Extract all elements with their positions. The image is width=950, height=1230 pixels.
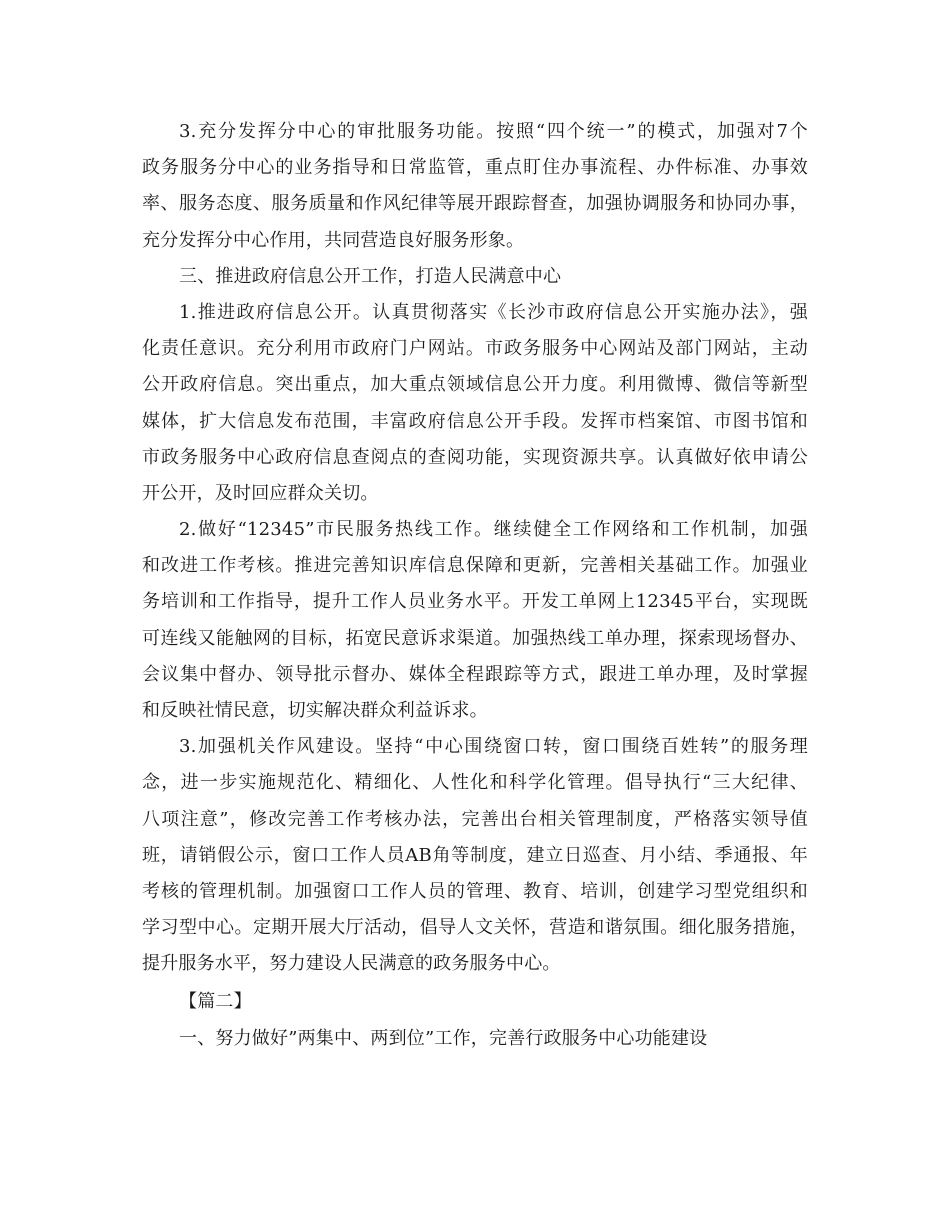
text-line: 化责任意识。充分利用市政府门户网站。市政务服务中心网站及部门网站，主动 — [142, 338, 808, 360]
text-line: 开公开，及时回应群众关切。 — [142, 482, 379, 504]
section-marker: 【篇二】 — [179, 991, 252, 1013]
text-line: 务培训和工作指导，提升工作人员业务水平。开发工单网上12345平台，实现既 — [142, 591, 808, 613]
text-line: 会议集中督办、领导批示督办、媒体全程跟踪等方式，跟进工单办理，及时掌握 — [142, 663, 808, 685]
text-line: 2.做好“12345”市民服务热线工作。继续健全工作网络和工作机制，加强 — [179, 519, 808, 541]
section-heading: 三、推进政府信息公开工作，打造人民满意中心 — [179, 265, 562, 287]
document-body — [142, 116, 808, 1059]
text-line: 和改进工作考核。推进完善知识库信息保障和更新，完善相关基础工作。加强业 — [142, 555, 808, 577]
text-line: 念，进一步实施规范化、精细化、人性化和科学化管理。倡导执行“三大纪律、 — [142, 772, 808, 794]
text-line: 充分发挥分中心作用，共同营造良好服务形象。 — [142, 229, 525, 251]
section-heading: 一、努力做好”两集中、两到位”工作，完善行政服务中心功能建设 — [179, 1027, 708, 1049]
text-line: 和反映社情民意，切实解决群众利益诉求。 — [142, 700, 488, 721]
text-line: 政务服务分中心的业务指导和日常监管，重点盯住办事流程、办件标准、办事效 — [142, 157, 808, 179]
text-line: 考核的管理机制。加强窗口工作人员的管理、教育、培训，创建学习型党组织和 — [142, 880, 808, 902]
text-line: 学习型中心。定期开展大厅活动，倡导人文关怀，营造和谐氛围。细化服务措施， — [142, 917, 808, 939]
text-line: 3.加强机关作风建设。坚持“中心围绕窗口转，窗口围绕百姓转”的服务理 — [179, 736, 808, 758]
text-line: 班，请销假公示，窗口工作人员AB角等制度，建立日巡查、月小结、季通报、年 — [142, 844, 808, 866]
text-line: 1.推进政府信息公开。认真贯彻落实《长沙市政府信息公开实施办法》，强 — [179, 301, 808, 323]
text-line: 3.充分发挥分中心的审批服务功能。按照“四个统一”的模式，加强对7个 — [179, 121, 808, 142]
text-line: 可连线又能触网的目标，拓宽民意诉求渠道。加强热线工单办理，探索现场督办、 — [142, 627, 808, 649]
text-line: 公开政府信息。突出重点，加大重点领域信息公开力度。利用微博、微信等新型 — [142, 374, 808, 396]
text-line: 率、服务态度、服务质量和作风纪律等展开跟踪督查，加强协调服务和协同办事， — [142, 193, 808, 215]
text-line: 媒体，扩大信息发布范围，丰富政府信息公开手段。发挥市档案馆、市图书馆和 — [142, 410, 808, 432]
text-line: 八项注意”，修改完善工作考核办法，完善出台相关管理制度，严格落实领导值 — [142, 808, 808, 830]
text-line: 提升服务水平，努力建设人民满意的政务服务中心。 — [142, 953, 561, 975]
text-line: 市政务服务中心政府信息查阅点的查阅功能，实现资源共享。认真做好依申请公 — [142, 446, 808, 468]
